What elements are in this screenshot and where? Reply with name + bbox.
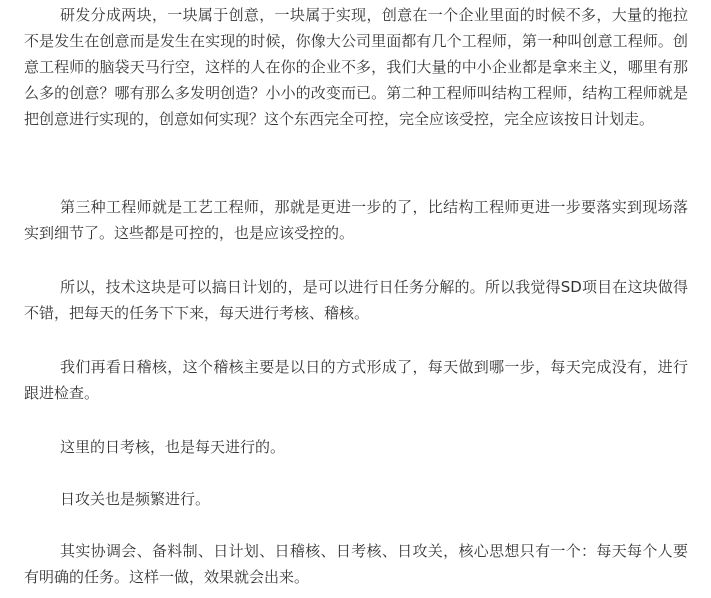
paragraph-process-engineer: 第三种工程师就是工艺工程师，那就是更进一步的了，比结构工程师更进一步要落实到现场落实到细节了。这些都是可控的，也是应该受控的。 xyxy=(24,198,688,242)
paragraph-daily-audit: 我们再看日稽核，这个稽核主要是以日的方式形成了，每天做到哪一步，每天完成没有，进行跟进检查。 xyxy=(24,358,688,402)
paragraph-daily-plan: 所以，技术这块是可以搞日计划的，是可以进行日任务分解的。所以我觉得SD项目在这块做得不错，把每天的任务下下来，每天进行考核、稽核。 xyxy=(24,278,688,322)
paragraph-daily-assessment: 这里的日考核，也是每天进行的。 xyxy=(60,438,286,456)
paragraph-core-idea: 其实协调会、备料制、日计划、日稽核、日考核、日攻关，核心思想只有一个：每天每个人要有明确的任务。这样一做，效果就会出来。 xyxy=(24,542,688,586)
paragraph-daily-tackling: 日攻关也是频繁进行。 xyxy=(60,490,211,508)
paragraph-rd-engineer-types: 研发分成两块，一块属于创意，一块属于实现，创意在一个企业里面的时候不多，大量的拖拉不是发生在创意而是发生在实现的时候，你像大公司里面都有几个工程师，第一种叫创意工程师。创意工程师的脑袋天马行空，这样的人在你的企业不多，我们大量的中小企业都是拿来主义，哪里有那么多的创意？哪有那么多发明创造？小小的改变而已。第二种工程师叫结构工程师，结构工程师就是把创意进行实现的，创意如何实现？这个东西完全可控，完全应该受控，完全应该按日计划走。 xyxy=(24,6,688,128)
